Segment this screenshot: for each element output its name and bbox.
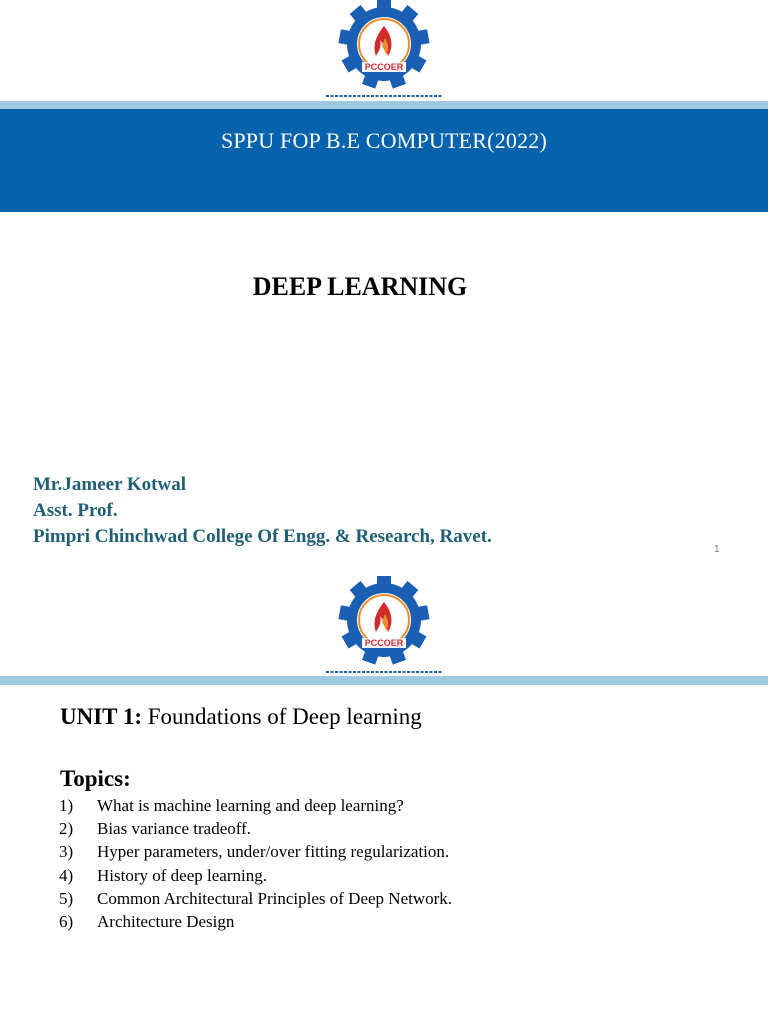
- title-banner: [0, 109, 768, 212]
- list-item-text: Bias variance tradeoff.: [97, 819, 252, 839]
- unit-label: UNIT 1:: [60, 704, 143, 729]
- header-stripe: [0, 676, 768, 685]
- list-item-text: Architecture Design: [97, 912, 235, 932]
- banner-title: SPPU FOP B.E COMPUTER(2022): [220, 128, 548, 153]
- slide-number: 1: [714, 544, 720, 555]
- author-institute: Pimpri Chinchwad College Of Engg. & Research, Ravet.: [33, 526, 492, 547]
- pccoer-logo-icon: [306, 576, 462, 678]
- unit-title: Foundations of Deep learning: [147, 704, 422, 729]
- presentation-title: DEEP LEARNING: [252, 272, 468, 301]
- list-item-text: Common Architectural Principles of Deep Network.: [97, 888, 453, 908]
- topics-list: [59, 794, 452, 933]
- author-designation: Asst. Prof.: [33, 500, 118, 521]
- header-stripe: [0, 101, 768, 109]
- svg-text:PCCOER: PCCOER: [364, 638, 404, 648]
- author-name: Mr.Jameer Kotwal: [33, 474, 187, 495]
- list-item: [59, 910, 452, 933]
- list-item-number: 6): [59, 912, 74, 932]
- unit-heading: [60, 704, 422, 730]
- list-item-text: History of deep learning.: [97, 865, 267, 885]
- list-item-text: Hyper parameters, under/over fitting regularization.: [97, 842, 450, 862]
- pccoer-logo-icon: [306, 0, 462, 102]
- list-item: [59, 864, 452, 887]
- list-item: [59, 887, 452, 910]
- list-item-number: 4): [59, 865, 74, 885]
- list-item-number: 1): [59, 796, 74, 815]
- list-item-number: 5): [59, 888, 74, 908]
- svg-text:PCCOER: PCCOER: [364, 62, 404, 72]
- list-item: [59, 840, 452, 863]
- list-item: [59, 817, 452, 840]
- topics-slide: [0, 572, 768, 1024]
- topics-heading: Topics:: [60, 766, 131, 791]
- list-item: [59, 794, 452, 817]
- list-item-number: 3): [59, 842, 74, 862]
- list-item-text: What is machine learning and deep learning?: [97, 796, 404, 815]
- list-item-number: 2): [59, 819, 74, 839]
